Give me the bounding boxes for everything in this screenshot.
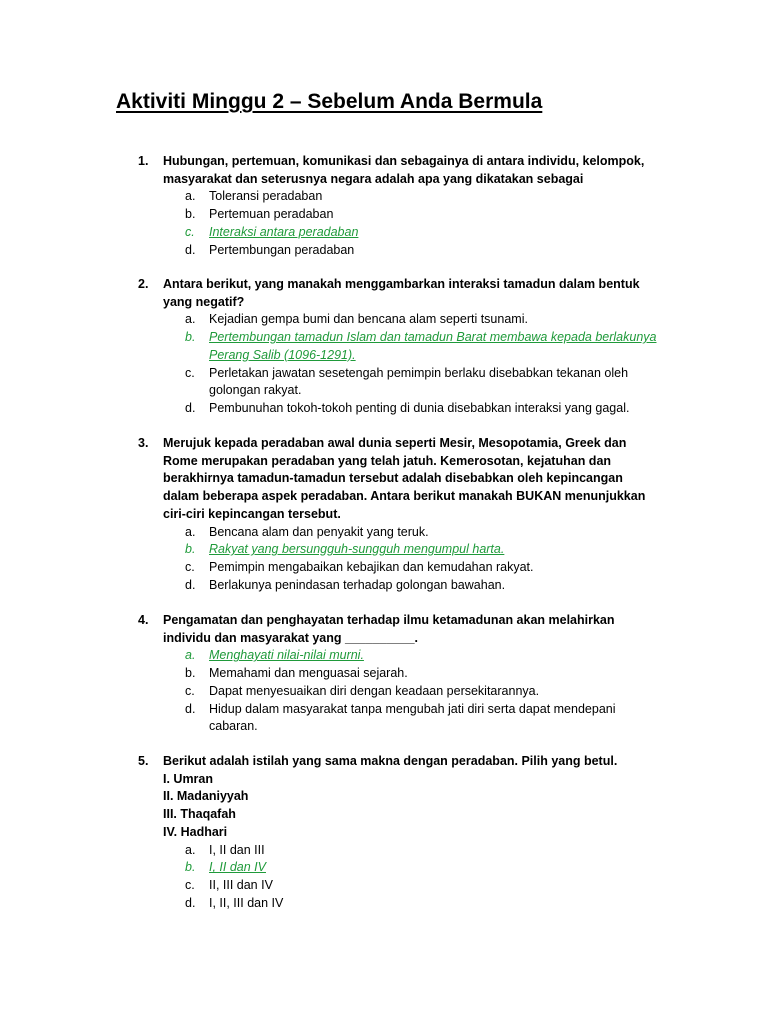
option-a-correct-answer — [185, 647, 658, 665]
option-text: Kejadian gempa bumi dan bencana alam seperti tsunami. — [209, 312, 528, 327]
option-list — [138, 311, 658, 417]
question-number: 4. — [138, 613, 149, 627]
question-text: Merujuk kepada peradaban awal dunia seperti Mesir, Mesopotamia, Greek dan Rome merupakan peradaban yang telah jatuh. Kemerosotan, kejatuhan dan berakhirnya tamadun-tamadun tersebut adalah disebabkan oleh kepincangan dalam beberapa aspek peradaban. Antara berikut manakah BUKAN menunjukkan ciri-ciri kepincangan tersebut. — [163, 436, 646, 521]
question-5 — [138, 753, 658, 912]
option-list — [138, 647, 658, 736]
option-text: II, III dan IV — [209, 877, 273, 892]
roman-statement: IV. Hadhari — [163, 824, 228, 839]
option-text: Memahami dan menguasai sejarah. — [209, 666, 408, 681]
option-letter: a. — [185, 842, 196, 857]
option-c — [185, 877, 658, 895]
option-letter: b. — [185, 860, 196, 875]
option-list — [138, 842, 658, 913]
option-letter: b. — [185, 207, 196, 222]
option-letter: c. — [185, 683, 195, 698]
option-text: Interaksi antara peradaban — [209, 224, 359, 239]
question-stem — [138, 612, 658, 647]
option-d — [185, 701, 658, 736]
option-letter: a. — [185, 189, 196, 204]
option-c — [185, 559, 658, 577]
question-stem — [138, 753, 658, 771]
question-stem — [138, 276, 658, 311]
option-text: I, II dan III — [209, 842, 265, 857]
option-text: I, II, III dan IV — [209, 895, 284, 910]
option-d — [185, 400, 658, 418]
option-list — [138, 188, 658, 259]
option-text: Bencana alam dan penyakit yang teruk. — [209, 524, 429, 539]
question-1 — [138, 153, 658, 259]
option-letter: a. — [185, 312, 196, 327]
option-letter: b. — [185, 330, 196, 345]
question-2 — [138, 276, 658, 418]
option-letter: b. — [185, 666, 196, 681]
option-text: I, II dan IV — [209, 860, 266, 875]
option-letter: d. — [185, 701, 196, 716]
option-list — [138, 524, 658, 595]
question-stem — [138, 153, 658, 188]
question-stem — [138, 435, 658, 524]
option-d — [185, 577, 658, 595]
option-d — [185, 895, 658, 913]
question-text: Berikut adalah istilah yang sama makna dengan peradaban. Pilih yang betul. — [163, 754, 618, 768]
question-number: 5. — [138, 754, 149, 768]
roman-statement-list — [138, 771, 658, 842]
option-text: Toleransi peradaban — [209, 189, 323, 204]
option-text: Hidup dalam masyarakat tanpa mengubah jati diri serta dapat mendepani cabaran. — [209, 701, 616, 734]
option-b-correct-answer — [185, 329, 658, 364]
option-text: Pertembungan peradaban — [209, 242, 355, 257]
option-letter: b. — [185, 542, 196, 557]
question-number: 2. — [138, 277, 149, 291]
option-text: Berlakunya penindasan terhadap golongan bawahan. — [209, 577, 506, 592]
roman-statement: III. Thaqafah — [163, 807, 236, 822]
option-text: Pertembungan tamadun Islam dan tamadun Barat membawa kepada berlakunya Perang Salib (1096-1291). — [209, 330, 657, 362]
option-b-correct-answer — [185, 859, 658, 877]
option-text: Menghayati nilai-nilai murni. — [209, 648, 364, 663]
option-letter: a. — [185, 648, 196, 663]
option-text: Pemimpin mengabaikan kebajikan dan kemudahan rakyat. — [209, 559, 534, 574]
option-letter: d. — [185, 400, 196, 415]
question-text: Pengamatan dan penghayatan terhadap ilmu ketamadunan akan melahirkan individu dan masyarakat yang __________. — [163, 613, 615, 645]
page-title: Aktiviti Minggu 2 – Sebelum Anda Bermula — [116, 90, 543, 113]
question-4 — [138, 612, 658, 736]
option-letter: c. — [185, 224, 195, 239]
option-letter: d. — [185, 895, 196, 910]
question-text: Antara berikut, yang manakah menggambarkan interaksi tamadun dalam bentuk yang negatif? — [163, 277, 640, 309]
option-c-correct-answer — [185, 224, 658, 242]
option-letter: a. — [185, 524, 196, 539]
option-a — [185, 524, 658, 542]
option-letter: c. — [185, 559, 195, 574]
option-text: Pertemuan peradaban — [209, 207, 334, 222]
option-b-correct-answer — [185, 541, 658, 559]
question-text: Hubungan, pertemuan, komunikasi dan sebagainya di antara individu, kelompok, masyarakat dan seterusnya negara adalah apa yang dikatakan sebagai — [163, 154, 645, 186]
question-number: 3. — [138, 436, 149, 450]
option-letter: c. — [185, 365, 195, 380]
question-3 — [138, 435, 658, 594]
option-text: Pembunuhan tokoh-tokoh penting di dunia disebabkan interaksi yang gagal. — [209, 400, 630, 415]
option-letter: d. — [185, 577, 196, 592]
option-c — [185, 365, 658, 400]
option-letter: d. — [185, 242, 196, 257]
roman-statement: II. Madaniyyah — [163, 789, 249, 804]
option-d — [185, 242, 658, 260]
option-a — [185, 311, 658, 329]
option-b — [185, 665, 658, 683]
option-c — [185, 683, 658, 701]
option-text: Dapat menyesuaikan diri dengan keadaan persekitarannya. — [209, 683, 540, 698]
option-text: Rakyat yang bersungguh-sungguh mengumpul harta. — [209, 542, 505, 557]
option-a — [185, 842, 658, 860]
option-text: Perletakan jawatan sesetengah pemimpin berlaku disebabkan tekanan oleh golongan rakyat. — [209, 365, 629, 398]
roman-statement: I. Umran — [163, 771, 214, 786]
option-letter: c. — [185, 877, 195, 892]
option-a — [185, 188, 658, 206]
option-b — [185, 206, 658, 224]
question-number: 1. — [138, 154, 149, 168]
